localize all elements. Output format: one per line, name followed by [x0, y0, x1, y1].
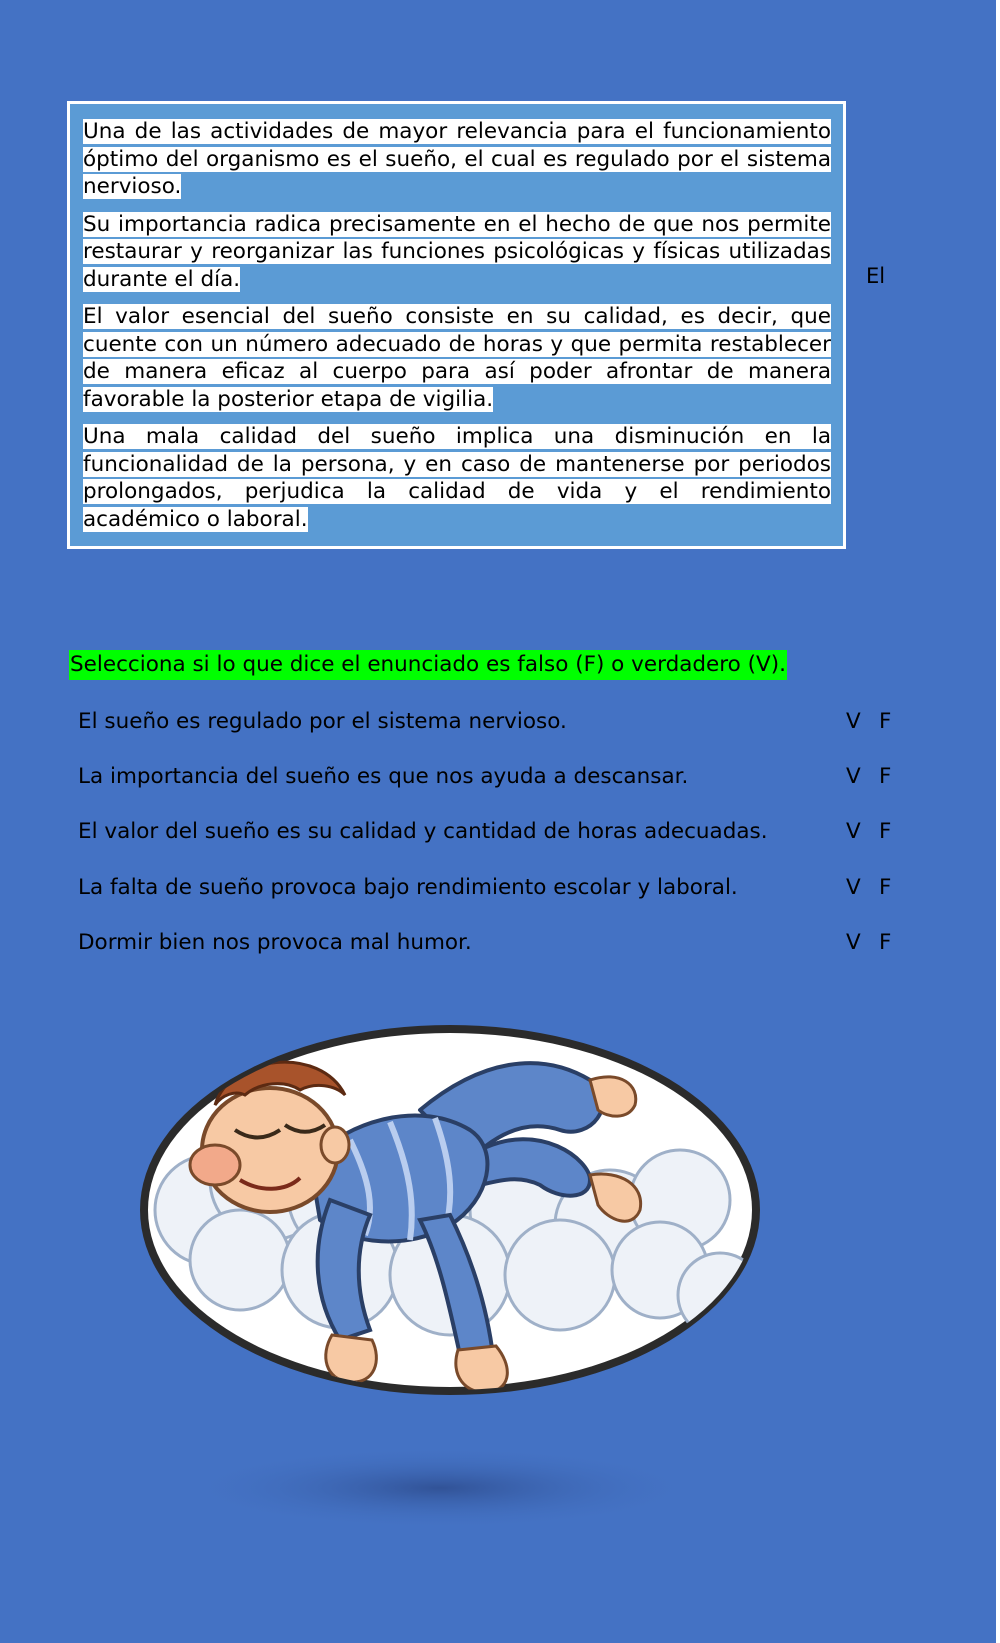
stray-text: El: [866, 264, 886, 288]
quiz-4-true-option[interactable]: V: [846, 875, 861, 900]
reading-paragraph-2: Su importancia radica precisamente en el hecho de que nos permite restaurar y reorganizar las funciones psicológicas y físicas utilizadas durante el día.: [83, 211, 831, 292]
reading-paragraph-4: Una mala calidad del sueño implica una disminución en la funcionalidad de la persona, y en caso de mantenerse por periodos prolongados, perjudica la calidad de vida y el rendimiento académico o laboral.: [83, 424, 831, 532]
quiz-statement-2: La importancia del sueño es que nos ayuda a descansar.: [78, 764, 689, 789]
quiz-statement-3: El valor del sueño es su calidad y cantidad de horas adecuadas.: [78, 819, 768, 844]
quiz-instruction: Selecciona si lo que dice el enunciado es falso (F) o verdadero (V).: [69, 650, 787, 680]
quiz-3-true-option[interactable]: V: [846, 819, 861, 844]
quiz-4-false-option[interactable]: F: [879, 875, 892, 900]
quiz-1-false-option[interactable]: F: [879, 709, 892, 734]
quiz-2-false-option[interactable]: F: [879, 764, 892, 789]
sleeping-man-on-cloud-icon: [120, 1010, 780, 1550]
quiz-3-false-option[interactable]: F: [879, 819, 892, 844]
oval-shadow: [180, 1446, 700, 1530]
quiz-statement-4: La falta de sueño provoca bajo rendimiento escolar y laboral.: [78, 875, 738, 900]
hand-left: [326, 1335, 377, 1382]
quiz-1-true-option[interactable]: V: [846, 709, 861, 734]
reading-textbox: [67, 101, 846, 549]
reading-paragraph-1: Una de las actividades de mayor relevancia para el funcionamiento óptimo del organismo es el sueño, el cual es regulado por el sistema nervioso.: [83, 119, 831, 199]
quiz-statement-5: Dormir bien nos provoca mal humor.: [78, 930, 472, 955]
quiz-5-false-option[interactable]: F: [879, 930, 892, 955]
reading-paragraph-3: El valor esencial del sueño consiste en su calidad, es decir, que cuente con un número adecuado de horas y que permita restablecer de manera eficaz al cuerpo para así poder afrontar de manera favorable la posterior etapa de vigilia.: [83, 304, 831, 412]
quiz-statement-1: El sueño es regulado por el sistema nervioso.: [78, 709, 567, 734]
hand-right: [456, 1346, 508, 1392]
quiz-2-true-option[interactable]: V: [846, 764, 861, 789]
quiz-5-true-option[interactable]: V: [846, 930, 861, 955]
page-edge: [996, 0, 1000, 1643]
